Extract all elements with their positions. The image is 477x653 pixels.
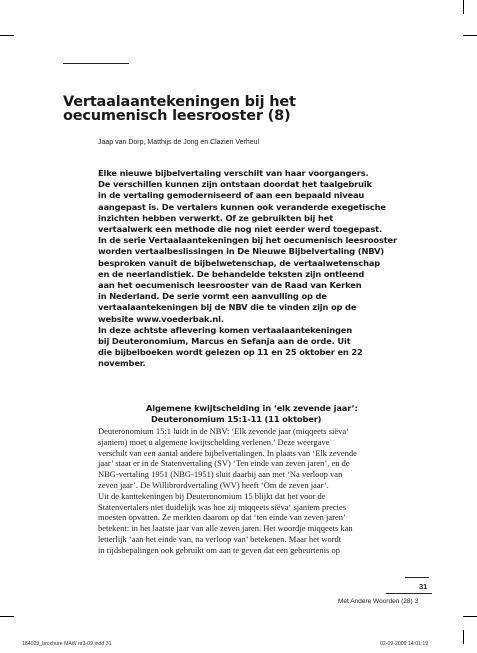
intro-line: In deze achtste aflevering komen vertaalaantekeningen [98,324,352,335]
crop-mark [0,35,14,36]
body-line: sjaniem) moet u algemene kwijtschelding verlenen.’ Deze weergave [98,436,330,447]
body-line: moesten opvatten. Ze merkten daarom op dat ‘ten einde van zeven jaren’ [98,512,346,523]
body-line: Statenvertalers niet duidelijk was hoe zij miqqeets siëva‘ sjaniem precies [98,501,347,512]
page-number-rule [405,577,429,578]
intro-paragraph [98,168,398,370]
crop-mark [463,630,464,644]
crop-mark [0,616,14,617]
intro-line: besproken vanuit de bijbelwetenschap, de vertaalwetenschap [98,257,381,268]
author-line: Jaap van Dorp, Matthijs de Jong en Clazien Verheul [98,139,260,146]
crop-mark [463,0,464,14]
intro-line: Elke nieuwe bijbelvertaling verschilt van haar voorgangers. [98,168,369,178]
intro-line: vertaalwerk een methode die nog niet eerder werd toegepast. [98,224,382,235]
section-heading-line: Algemene kwijtschelding in ‘elk zevende jaar’: [146,403,358,413]
intro-line: website www.voederbak.nl. [98,313,224,324]
intro-line: vertaalaantekeningen bij de NBV die te vinden zijn op de [98,302,357,313]
intro-line: De verschillen kunnen zijn ontstaan doordat het taalgebruik [98,179,372,190]
intro-line: worden vertaalbeslissingen in De Nieuwe Bijbelvertaling (NBV) [98,246,385,257]
crop-mark [463,616,477,617]
body-line: Uit de kanttekeningen bij Deuteronomium 15 blijkt dat het voor de [98,490,326,501]
intro-line: in Nederland. De serie vormt een aanvulling op de [98,291,327,302]
title-top-rule [63,63,129,64]
footer-rule [386,593,432,594]
section-heading-line: Deuteronomium 15:1-11 (11 oktober) [151,414,322,425]
body-text [98,426,418,556]
intro-line: In de serie Vertaalaantekeningen bij het oecumenisch leesrooster [98,235,397,246]
crop-mark [463,35,477,36]
running-footer: Met Andere Woorden (28) 3 [338,598,419,605]
body-line: Deuteronomium 15:1 luidt in de NBV: ‘Elk zevende jaar (miqqeets siëva‘ [98,426,349,436]
intro-line: aangepast is. De vertalers kunnen ook veranderde exegetische [98,201,386,212]
intro-line: november. [98,358,146,369]
article-title: Vertaalaantekeningen bij het oecumenisch leesrooster (8) [63,93,296,124]
body-line: letterlijk ‘aan het einde van, na verloop van’ betekenen. Maar het wordt [98,533,342,544]
page-number: 31 [419,582,428,591]
body-line: jaar’ staat er in de Statenvertaling (SV) ‘Ten einde van zeven jaren’, en de [98,458,350,469]
intro-line: en de neerlandistiek. De behandelde teksten zijn ontleend [98,268,365,279]
section-heading [146,403,358,425]
body-line: zeven jaar’. De Willibrordvertaling (WV) heeft ‘Om de zeven jaar’. [98,479,329,490]
intro-line: bij Deuteronomium, Marcus en Sefanja aan de orde. Uit [98,336,351,347]
intro-line: aan het oecumenisch leesrooster van de Raad van Kerken [98,280,362,291]
body-line: betekent: in het laatste jaar van alle zeven jaren. Het woordje miqqeets kan [98,523,353,534]
body-line: in tijdsbepalingen ook gebruikt om aan te geven dat een gebeurtenis op [98,544,340,555]
slug-file-info: 184029_brochure MAW nr3-09.indd 31 [22,641,112,647]
intro-line: inzichten hebben verwerkt. Of ze gebruikten bij het [98,212,334,223]
intro-line: in de vertaling gemoderniseerd of aan een bepaald niveau [98,190,365,201]
slug-timestamp: 02-09-2009 14:01:19 [380,641,429,647]
intro-line: die bijbelboeken wordt gelezen op 11 en 25 oktober en 22 [98,347,363,358]
body-line: NBG-vertaling 1951 (NBG-1951) sluit daarbij aan met ‘Na verloop van [98,469,343,480]
body-line: verschilt van een aantal andere bijbelvertalingen. In plaats van ‘Elk zevende [98,447,357,458]
